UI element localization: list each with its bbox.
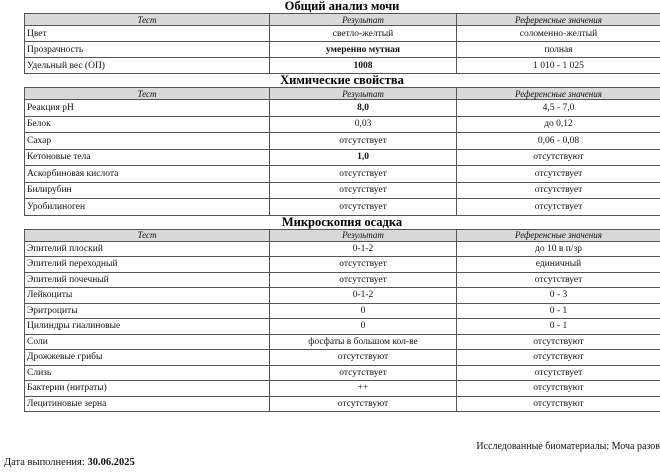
- test-name: Эпителий почечный: [25, 272, 270, 288]
- biomaterial-note: Исследованные биоматериалы: Моча разов: [476, 441, 660, 452]
- header-test: Тест: [25, 88, 270, 100]
- test-result: отсутствует: [270, 365, 457, 381]
- reference-value: отсутствуют: [457, 381, 660, 397]
- test-result: отсутствует: [270, 272, 457, 288]
- reference-value: соломенно-желтый: [457, 26, 660, 42]
- completion-date-label: Дата выполнения:: [4, 457, 85, 468]
- table-header-row: [25, 14, 660, 26]
- table-row: [25, 116, 660, 133]
- reference-value: отсутствует: [457, 182, 660, 199]
- results-table: [24, 229, 660, 413]
- test-name: Удельный вес (ОП): [25, 58, 270, 74]
- table-row: [25, 166, 660, 183]
- test-name: Аскорбиновая кислота: [25, 166, 270, 183]
- table-header-row: [25, 229, 660, 241]
- test-name: Кетоновые тела: [25, 149, 270, 166]
- test-name: Уробилиноген: [25, 199, 270, 216]
- test-result: 0-1-2: [270, 288, 457, 304]
- test-result: 0,03: [270, 116, 457, 133]
- table-row: [25, 133, 660, 150]
- reference-value: отсутствует: [457, 199, 660, 216]
- reference-value: отсутствуют: [457, 396, 660, 412]
- test-name: Прозрачность: [25, 42, 270, 58]
- report: [24, 0, 660, 452]
- reference-value: отсутствует: [457, 166, 660, 183]
- table-row: [25, 396, 660, 412]
- reference-value: до 10 в п/зр: [457, 241, 660, 257]
- reference-value: отсутствует: [457, 272, 660, 288]
- test-result: фосфаты в большом кол-ве: [270, 334, 457, 350]
- reference-value: 0 - 3: [457, 288, 660, 304]
- table-header-row: [25, 88, 660, 100]
- header-result: Результат: [270, 88, 457, 100]
- table-row: [25, 350, 660, 366]
- table-row: [25, 365, 660, 381]
- completion-date: [4, 456, 135, 470]
- test-result: отсутствует: [270, 199, 457, 216]
- reference-value: 0 - 1: [457, 319, 660, 335]
- test-result: 0: [270, 303, 457, 319]
- test-name: Реакция pH: [25, 100, 270, 117]
- test-name: Дрожжевые грибы: [25, 350, 270, 366]
- reference-value: 0,06 - 0,08: [457, 133, 660, 150]
- test-name: Лецитиновые зерна: [25, 396, 270, 412]
- reference-value: отсутствуют: [457, 149, 660, 166]
- test-result: 0-1-2: [270, 241, 457, 257]
- test-result: умеренно мутная: [270, 42, 457, 58]
- test-name: Белок: [25, 116, 270, 133]
- reference-value: полная: [457, 42, 660, 58]
- header-reference: Референсные значения: [457, 229, 660, 241]
- table-row: [25, 199, 660, 216]
- test-name: Слизь: [25, 365, 270, 381]
- table-row: [25, 58, 660, 74]
- reference-value: отсутствуют: [457, 334, 660, 350]
- table-row: [25, 100, 660, 117]
- reference-value: 4,5 - 7,0: [457, 100, 660, 117]
- table-row: [25, 334, 660, 350]
- table-row: [25, 149, 660, 166]
- header-test: Тест: [25, 14, 270, 26]
- table-row: [25, 257, 660, 273]
- table-row: [25, 241, 660, 257]
- table-row: [25, 303, 660, 319]
- report-sections: [24, 0, 660, 412]
- completion-date-value: 30.06.2025: [87, 457, 135, 468]
- section-title: Химические свойства: [280, 73, 404, 87]
- reference-value: 0 - 1: [457, 303, 660, 319]
- test-result: ++: [270, 381, 457, 397]
- table-row: [25, 288, 660, 304]
- test-result: отсутствует: [270, 182, 457, 199]
- test-result: 1008: [270, 58, 457, 74]
- test-name: Соли: [25, 334, 270, 350]
- test-name: Сахар: [25, 133, 270, 150]
- table-row: [25, 42, 660, 58]
- reference-value: 1 010 - 1 025: [457, 58, 660, 74]
- header-reference: Референсные значения: [457, 88, 660, 100]
- reference-value: отсутствует: [457, 365, 660, 381]
- results-table: [24, 87, 660, 216]
- header-result: Результат: [270, 14, 457, 26]
- test-name: Цилиндры гиалиновые: [25, 319, 270, 335]
- section-title: Микроскопия осадка: [281, 214, 403, 229]
- table-row: [25, 381, 660, 397]
- table-row: [25, 319, 660, 335]
- reference-value: до 0,12: [457, 116, 660, 133]
- test-name: Эпителий переходный: [25, 257, 270, 273]
- test-result: отсутствует: [270, 257, 457, 273]
- header-test: Тест: [25, 229, 270, 241]
- test-result: отсутствуют: [270, 350, 457, 366]
- table-row: [25, 26, 660, 42]
- table-row: [25, 182, 660, 199]
- reference-value: отсутствуют: [457, 350, 660, 366]
- test-result: отсутствует: [270, 133, 457, 150]
- test-name: Бактерии (нитраты): [25, 381, 270, 397]
- section-title: Общий анализ мочи: [284, 0, 400, 13]
- table-row: [25, 272, 660, 288]
- reference-value: единичный: [457, 257, 660, 273]
- test-name: Лейкоциты: [25, 288, 270, 304]
- test-result: отсутствует: [270, 166, 457, 183]
- test-result: 8,0: [270, 100, 457, 117]
- test-name: Эритроциты: [25, 303, 270, 319]
- test-result: отсутствуют: [270, 396, 457, 412]
- test-name: Цвет: [25, 26, 270, 42]
- header-result: Результат: [270, 229, 457, 241]
- test-name: Эпителий плоский: [25, 241, 270, 257]
- results-table: [24, 13, 660, 74]
- header-reference: Референсные значения: [457, 14, 660, 26]
- test-result: светло-желтый: [270, 26, 457, 42]
- test-result: 0: [270, 319, 457, 335]
- test-name: Билирубин: [25, 182, 270, 199]
- test-result: 1,0: [270, 149, 457, 166]
